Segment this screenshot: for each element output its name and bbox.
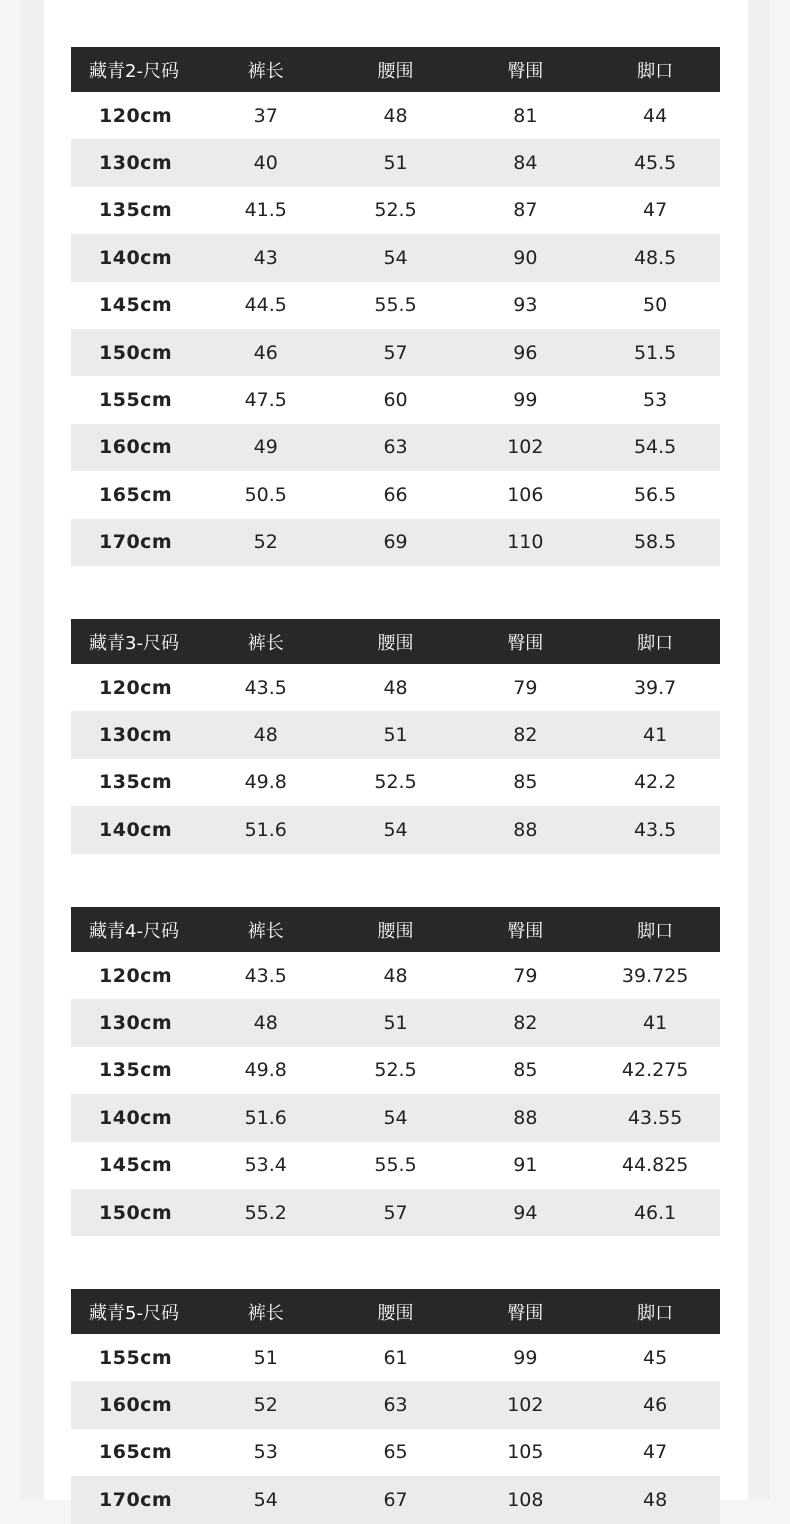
- table-row: [71, 711, 720, 758]
- cell-hem: 53: [643, 389, 668, 412]
- cell-size: 120cm: [99, 676, 173, 699]
- cell-waist: 54: [383, 818, 408, 841]
- cell-waist: 48: [383, 676, 408, 699]
- table-row: [71, 1334, 720, 1381]
- cell-length: 48: [253, 1012, 278, 1035]
- size-table-navy-3: [71, 619, 720, 854]
- header-hip: 臀围: [507, 1302, 544, 1324]
- cell-size: 150cm: [99, 1201, 173, 1224]
- table-row: [71, 234, 720, 281]
- cell-waist: 54: [383, 246, 408, 269]
- header-hip: 臀围: [507, 632, 544, 654]
- header-hem: 脚口: [637, 1302, 674, 1324]
- header-hem: 脚口: [637, 632, 674, 654]
- cell-waist: 51: [383, 152, 408, 175]
- cell-hem: 44: [643, 104, 668, 127]
- cell-hem: 42.275: [621, 1059, 689, 1082]
- cell-size: 135cm: [99, 1059, 173, 1082]
- cell-length: 43: [253, 246, 278, 269]
- cell-size: 150cm: [99, 341, 173, 364]
- cell-size: 170cm: [99, 1488, 173, 1511]
- cell-waist: 48: [383, 104, 408, 127]
- cell-size: 170cm: [99, 531, 173, 554]
- cell-hem: 58.5: [633, 531, 677, 554]
- cell-waist: 48: [383, 964, 408, 987]
- cell-length: 48: [253, 724, 278, 747]
- cell-size: 165cm: [99, 1441, 173, 1464]
- cell-hip: 93: [513, 294, 538, 317]
- cell-hip: 99: [513, 1346, 538, 1369]
- cell-waist: 52.5: [374, 199, 417, 222]
- header-waist: 腰围: [377, 632, 414, 654]
- cell-hem: 44.825: [621, 1154, 689, 1177]
- table-row: [71, 759, 720, 806]
- cell-hip: 82: [513, 724, 538, 747]
- cell-hem: 50: [643, 294, 668, 317]
- table-row: [71, 1189, 720, 1236]
- header-hem: 脚口: [637, 60, 674, 82]
- header-waist: 腰围: [377, 1302, 414, 1324]
- cell-length: 53: [253, 1441, 278, 1464]
- cell-hem: 46: [643, 1394, 668, 1417]
- cell-waist: 52.5: [374, 1059, 417, 1082]
- cell-hem: 48.5: [633, 246, 677, 269]
- size-table-navy-2: [71, 47, 720, 566]
- cell-size: 145cm: [99, 294, 173, 317]
- cell-waist: 51: [383, 724, 408, 747]
- cell-hip: 110: [507, 531, 544, 554]
- cell-size: 120cm: [99, 964, 173, 987]
- cell-waist: 57: [383, 341, 408, 364]
- cell-size: 130cm: [99, 1012, 173, 1035]
- cell-size: 155cm: [99, 1346, 173, 1369]
- cell-waist: 55.5: [374, 294, 417, 317]
- cell-length: 41.5: [244, 199, 287, 222]
- cell-hip: 82: [513, 1012, 538, 1035]
- cell-hip: 102: [507, 436, 544, 459]
- cell-length: 40: [253, 152, 278, 175]
- cell-length: 51.6: [244, 818, 287, 841]
- table-row: [71, 999, 720, 1046]
- cell-hip: 105: [507, 1441, 544, 1464]
- cell-size: 135cm: [99, 199, 173, 222]
- cell-length: 49.8: [244, 771, 287, 794]
- cell-size: 140cm: [99, 246, 173, 269]
- cell-hip: 94: [513, 1201, 538, 1224]
- table-header-row: [71, 1289, 720, 1334]
- table-row: [71, 806, 720, 853]
- cell-length: 43.5: [244, 964, 287, 987]
- cell-waist: 60: [383, 389, 408, 412]
- cell-hem: 45.5: [633, 152, 677, 175]
- table-row: [71, 1142, 720, 1189]
- cell-hip: 79: [513, 964, 538, 987]
- cell-hem: 43.55: [627, 1106, 683, 1129]
- cell-waist: 55.5: [374, 1154, 417, 1177]
- cell-hip: 81: [513, 104, 538, 127]
- cell-length: 46: [253, 341, 278, 364]
- header-waist: 腰围: [377, 920, 414, 942]
- cell-waist: 61: [383, 1346, 408, 1369]
- header-size: 藏青3-尺码: [89, 632, 179, 654]
- cell-hem: 51.5: [633, 341, 677, 364]
- size-table-navy-4: [71, 907, 720, 1236]
- cell-length: 53.4: [244, 1154, 287, 1177]
- cell-hip: 102: [507, 1394, 544, 1417]
- cell-length: 51: [253, 1346, 278, 1369]
- cell-hem: 41: [643, 1012, 668, 1035]
- cell-hem: 56.5: [633, 483, 677, 506]
- cell-hip: 79: [513, 676, 538, 699]
- table-row: [71, 471, 720, 518]
- cell-hip: 91: [513, 1154, 538, 1177]
- cell-size: 120cm: [99, 104, 173, 127]
- cell-length: 44.5: [244, 294, 287, 317]
- size-table-navy-5: [71, 1289, 720, 1524]
- cell-hem: 46.1: [633, 1201, 677, 1224]
- cell-hem: 39.7: [633, 676, 677, 699]
- table-header-row: [71, 907, 720, 952]
- table-row: [71, 139, 720, 186]
- cell-hip: 88: [513, 1106, 538, 1129]
- table-row: [71, 519, 720, 566]
- cell-waist: 51: [383, 1012, 408, 1035]
- cell-hip: 90: [513, 246, 538, 269]
- cell-waist: 69: [383, 531, 408, 554]
- table-row: [71, 1381, 720, 1428]
- cell-hem: 41: [643, 724, 668, 747]
- table-row: [71, 1047, 720, 1094]
- cell-length: 52: [253, 531, 278, 554]
- cell-hem: 39.725: [621, 964, 689, 987]
- table-header-row: [71, 47, 720, 92]
- cell-hip: 85: [513, 1059, 538, 1082]
- cell-length: 43.5: [244, 676, 287, 699]
- cell-waist: 63: [383, 436, 408, 459]
- header-hip: 臀围: [507, 60, 544, 82]
- table-row: [71, 664, 720, 711]
- header-size: 藏青5-尺码: [89, 1302, 179, 1324]
- cell-size: 160cm: [99, 436, 173, 459]
- cell-hip: 108: [507, 1488, 544, 1511]
- cell-hem: 54.5: [633, 436, 677, 459]
- cell-hem: 42.2: [633, 771, 677, 794]
- cell-hip: 88: [513, 818, 538, 841]
- cell-hip: 96: [513, 341, 538, 364]
- header-size: 藏青2-尺码: [89, 60, 179, 82]
- cell-waist: 63: [383, 1394, 408, 1417]
- cell-waist: 52.5: [374, 771, 417, 794]
- cell-hem: 43.5: [633, 818, 677, 841]
- cell-size: 165cm: [99, 483, 173, 506]
- cell-size: 155cm: [99, 389, 173, 412]
- table-row: [71, 376, 720, 423]
- cell-hip: 84: [513, 152, 538, 175]
- cell-size: 130cm: [99, 724, 173, 747]
- cell-length: 54: [253, 1488, 278, 1511]
- cell-length: 47.5: [244, 389, 287, 412]
- cell-waist: 54: [383, 1106, 408, 1129]
- cell-length: 51.6: [244, 1106, 287, 1129]
- cell-hem: 45: [643, 1346, 668, 1369]
- cell-size: 140cm: [99, 818, 173, 841]
- cell-hem: 47: [643, 1441, 668, 1464]
- cell-length: 49: [253, 436, 278, 459]
- cell-size: 140cm: [99, 1106, 173, 1129]
- cell-size: 145cm: [99, 1154, 173, 1177]
- cell-waist: 66: [383, 483, 408, 506]
- header-waist: 腰围: [377, 60, 414, 82]
- header-length: 裤长: [247, 632, 284, 654]
- cell-length: 52: [253, 1394, 278, 1417]
- table-row: [71, 1094, 720, 1141]
- header-hem: 脚口: [637, 920, 674, 942]
- table-row: [71, 1429, 720, 1476]
- cell-length: 37: [253, 104, 278, 127]
- header-size: 藏青4-尺码: [89, 920, 179, 942]
- table-row: [71, 282, 720, 329]
- header-length: 裤长: [247, 1302, 284, 1324]
- cell-size: 130cm: [99, 152, 173, 175]
- table-header-row: [71, 619, 720, 664]
- cell-length: 49.8: [244, 1059, 287, 1082]
- table-row: [71, 92, 720, 139]
- cell-size: 160cm: [99, 1394, 173, 1417]
- cell-hem: 47: [643, 199, 668, 222]
- cell-size: 135cm: [99, 771, 173, 794]
- table-row: [71, 952, 720, 999]
- cell-length: 50.5: [244, 483, 287, 506]
- cell-hip: 99: [513, 389, 538, 412]
- cell-waist: 65: [383, 1441, 408, 1464]
- table-row: [71, 187, 720, 234]
- header-hip: 臀围: [507, 920, 544, 942]
- cell-hem: 48: [643, 1488, 668, 1511]
- cell-waist: 67: [383, 1488, 408, 1511]
- cell-length: 55.2: [244, 1201, 287, 1224]
- table-row: [71, 329, 720, 376]
- cell-waist: 57: [383, 1201, 408, 1224]
- cell-hip: 85: [513, 771, 538, 794]
- header-length: 裤长: [247, 920, 284, 942]
- table-row: [71, 424, 720, 471]
- cell-hip: 106: [507, 483, 544, 506]
- cell-hip: 87: [513, 199, 538, 222]
- header-length: 裤长: [247, 60, 284, 82]
